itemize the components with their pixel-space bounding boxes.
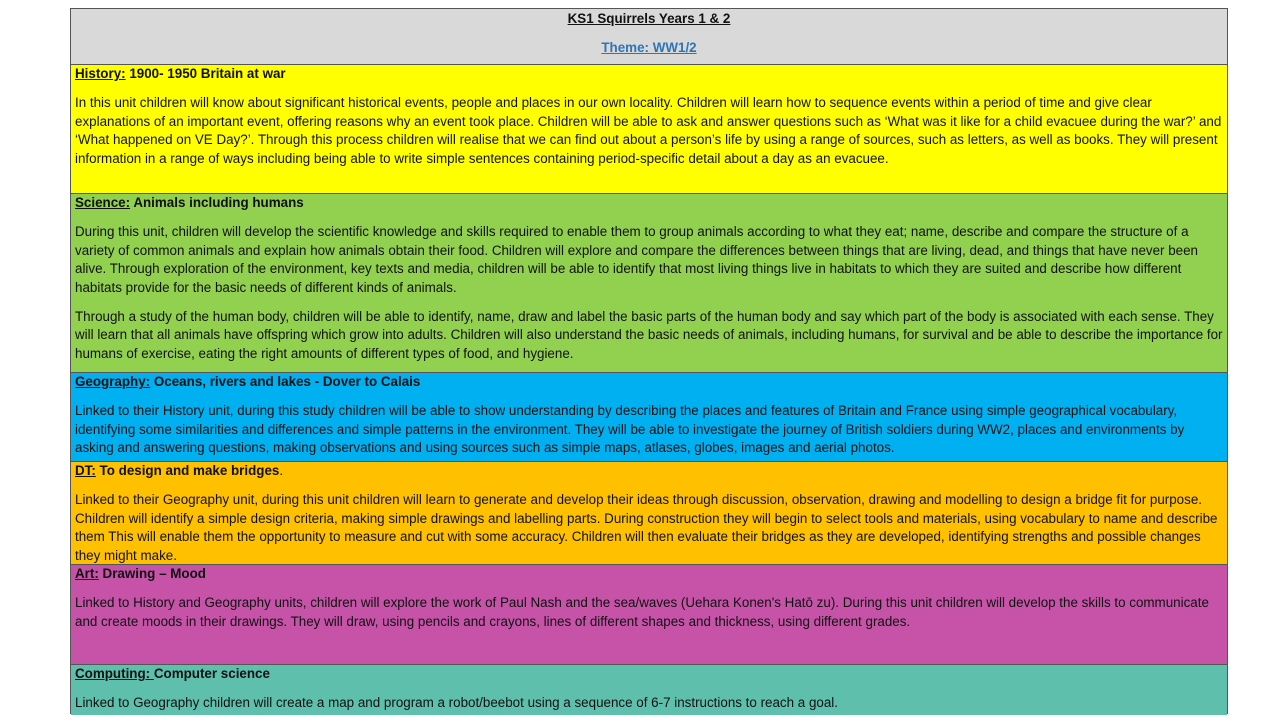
subject-label: Science: bbox=[75, 195, 131, 210]
page-title: KS1 Squirrels Years 1 & 2 bbox=[567, 11, 731, 26]
subject-label: DT: bbox=[75, 463, 96, 478]
geography-description: Linked to their History unit, during this study children will be able to show understanding by describing the places and features of Britain and France using simple geographical vocabulary, identifying some similarities and differences and simple patterns in the environment. They will be able to investigate the journey of British soldiers during WW2, places and environments by asking and answering questions, making observations and using sources such as simple maps, atlases, globes, images and aerial photos. bbox=[75, 403, 1185, 456]
science-description-2: Through a study of the human body, children will be able to identify, name, draw and label the basic parts of the human body and say which part of the body is associated with each sense. They will learn that all animals have offspring which grow into adults. Children will also understand the basic needs of animals, including humans, for survival and be able to describe the importance for humans of exercise, eating the right amounts of different types of food, and hygiene. bbox=[75, 309, 1223, 361]
heading-period: . bbox=[279, 463, 284, 478]
subject-label: Computing: bbox=[75, 666, 154, 681]
science-description: During this unit, children will develop the scientific knowledge and skills required to enable them to group animals according to what they eat; name, describe and compare the structure of a variety of common animals and explain how animals obtain their food. Children will explore and compare the differences between things that are living, dead, and things that have never been alive. Through exploration of the environment, key texts and media, children will be able to identify that most living things live in habitats to which they are suited and describe how different habitats provide for the basic needs of different kinds of animals. bbox=[75, 224, 1199, 295]
geography-row bbox=[71, 372, 1227, 461]
dt-description: Linked to their Geography unit, during this unit children will learn to generate and develop their ideas through discussion, observation, drawing and modelling to design a bridge fit for purpose. Children will identify a simple design criteria, making simple drawings and labelling parts. During construction they will begin to select tools and materials, using vocabulary to name and describe them This will enable them the opportunity to measure and cut with some accuracy. Children will then evaluate their bridges as they are developed, identifying strengths and possible changes they might make. bbox=[75, 492, 1218, 563]
geography-heading bbox=[75, 373, 1223, 391]
subject-label: Geography: bbox=[75, 374, 151, 389]
topic-label: Oceans, rivers and lakes - Dover to Calais bbox=[150, 374, 421, 389]
computing-description: Linked to Geography children will create a map and program a robot/beebot using a sequence of 6-7 instructions to reach a goal. bbox=[75, 695, 838, 711]
curriculum-table bbox=[70, 8, 1228, 714]
dt-heading bbox=[75, 462, 1223, 480]
computing-row bbox=[71, 664, 1227, 715]
topic-label: 1900- 1950 Britain at war bbox=[125, 66, 286, 81]
science-row bbox=[71, 193, 1227, 372]
topic-label: Animals including humans bbox=[130, 195, 304, 210]
subject-label: History: bbox=[75, 66, 126, 81]
topic-label: To design and make bridges bbox=[95, 463, 280, 478]
art-description: Linked to History and Geography units, children will explore the work of Paul Nash and the sea/waves (Uehara Konen's Hatō zu). During this unit children will develop the skills to communicate and create moods in their drawings. They will draw, using pencils and crayons, lines of different shapes and thickness, using different grades. bbox=[75, 595, 1209, 629]
topic-label: Drawing – Mood bbox=[98, 566, 206, 581]
science-heading bbox=[75, 194, 1223, 212]
art-heading bbox=[75, 565, 1223, 583]
theme-link[interactable]: Theme: WW1/2 bbox=[601, 40, 697, 55]
subject-label: Art: bbox=[75, 566, 99, 581]
history-row bbox=[71, 64, 1227, 193]
header-row bbox=[71, 9, 1227, 64]
dt-row bbox=[71, 461, 1227, 564]
history-description: In this unit children will know about significant historical events, people and places in our own locality. Children will learn how to sequence events within a period of time and give clear explanations of an important event, offering reasons why an event took place. Children will be able to ask and answer questions such as ‘What was it like for a child evacuee during the war?’ and ‘What happened on VE Day?’. Through this process children will realise that we can find out about a person’s life by using a range of sources, such as letters, as well as books. They will present information in a range of ways including being able to write simple sentences containing period-specific detail about a day as an evacuee. bbox=[75, 95, 1222, 166]
topic-label: Computer science bbox=[153, 666, 270, 681]
history-heading bbox=[75, 65, 1223, 83]
computing-heading bbox=[75, 665, 1223, 683]
art-row bbox=[71, 564, 1227, 664]
